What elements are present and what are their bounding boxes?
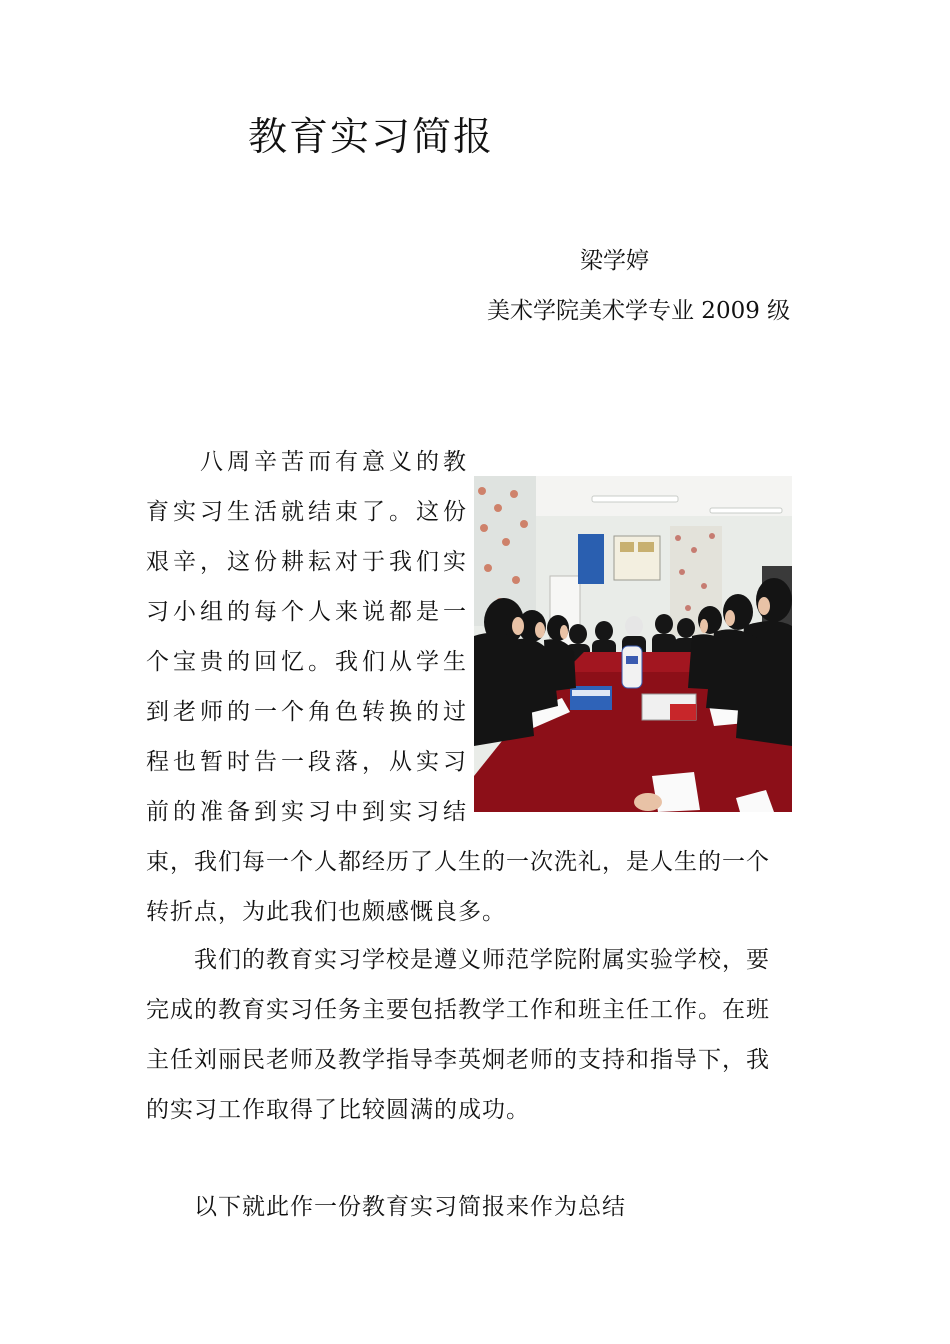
page-title: 教育实习简报: [248, 115, 495, 160]
paragraph-line: 转折点，为此我们也颇感慨良多。: [146, 899, 506, 925]
paragraph-line: 前的准备到实习中到实习结: [146, 799, 470, 825]
paragraph-line: 育实习生活就结束了。这份: [146, 499, 470, 525]
photo-illustration: [474, 476, 792, 812]
paragraph-line: 艰辛，这份耕耘对于我们实: [146, 549, 470, 575]
classroom-meeting-photo: [474, 476, 792, 812]
paragraph-line: 程也暂时告一段落，从实习: [146, 749, 470, 775]
paragraph-line: 八周辛苦而有意义的教: [146, 449, 470, 475]
paragraph-line: 个宝贵的回忆。我们从学生: [146, 649, 470, 675]
closing-line: 以下就此作一份教育实习简报来作为总结: [146, 1194, 626, 1220]
paragraph-line: 到老师的一个角色转换的过: [146, 699, 470, 725]
paragraph-line: 我们的教育实习学校是遵义师范学院附属实验学校，要: [146, 947, 770, 973]
author-name: 梁学婷: [580, 248, 649, 274]
author-department: 美术学院美术学专业 2009 级: [487, 298, 791, 324]
paragraph-line: 习小组的每个人来说都是一: [146, 599, 470, 625]
paragraph-line: 的实习工作取得了比较圆满的成功。: [146, 1097, 530, 1123]
paragraph-line: 完成的教育实习任务主要包括教学工作和班主任工作。在班: [146, 997, 770, 1023]
paragraph-line: 束，我们每一个人都经历了人生的一次洗礼，是人生的一个: [146, 849, 770, 875]
paragraph-line: 主任刘丽民老师及教学指导李英炯老师的支持和指导下，我: [146, 1047, 770, 1073]
